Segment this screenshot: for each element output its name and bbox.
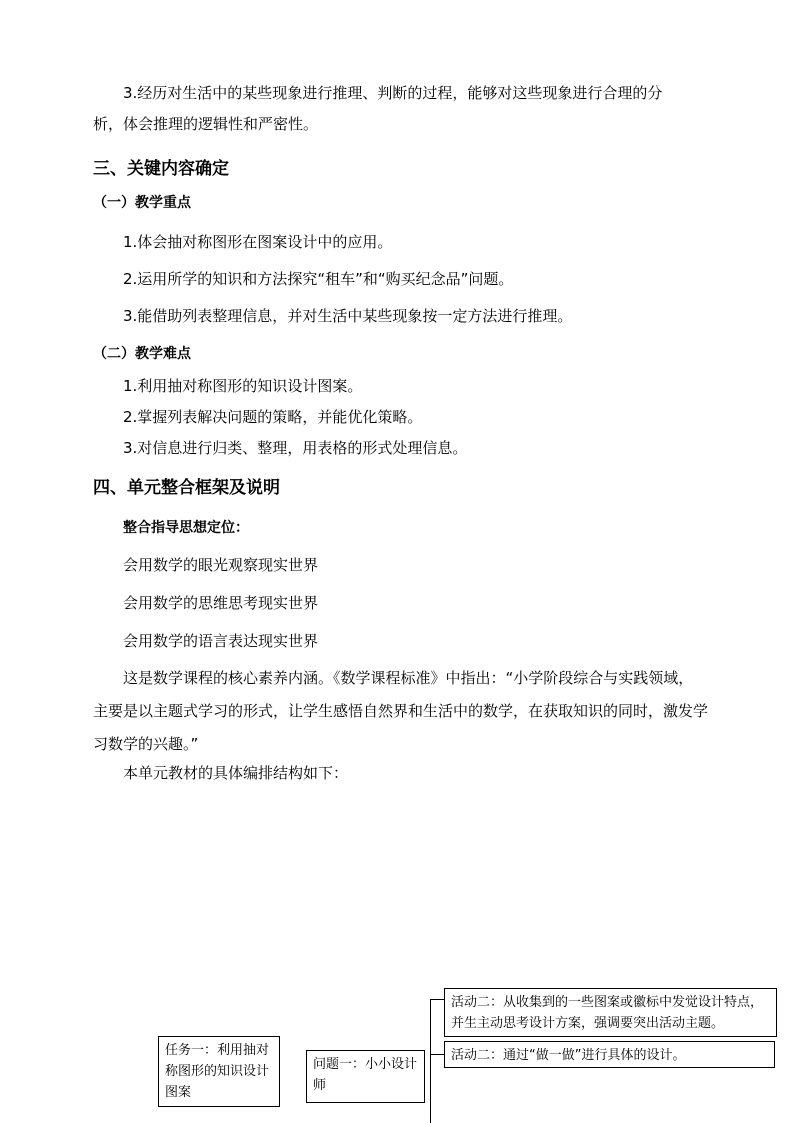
- difficulty-item: 3.对信息进行归类、整理，用表格的形式处理信息。: [123, 439, 468, 457]
- section-3-title: 三、关键内容确定: [93, 159, 229, 179]
- key-point-item: 3.能借助列表整理信息，并对生活中某些现象按一定方法进行推理。: [123, 307, 573, 325]
- activity-do-it-box: 活动二：通过“做一做”进行具体的设计。: [444, 1041, 775, 1068]
- task-1-box: 任务一：利用抽对称图形的知识设计图案: [158, 1036, 280, 1107]
- key-point-item: 1.体会抽对称图形在图案设计中的应用。: [123, 233, 393, 251]
- guide-heading: 整合指导思想定位：: [123, 520, 249, 536]
- bracket-middle-tick: [430, 1054, 444, 1055]
- curriculum-paragraph: 这是数学课程的核心素养内涵。《数学课程标准》中指出：“小学阶段综合与实践领域，主要是以主题式学习的形式，让学生感悟自然界和生活中的数学，在获取知识的同时，激发学习数学的兴趣。”: [93, 669, 709, 753]
- difficulty-item: 1.利用抽对称图形的知识设计图案。: [123, 377, 363, 395]
- goal-item-3-line-2: 析，体会推理的逻辑性和严密性。: [93, 115, 319, 133]
- key-point-item: 2.运用所学的知识和方法探究“租车”和“购买纪念品”问题。: [123, 270, 514, 288]
- bracket-top-tick: [430, 999, 444, 1000]
- problem-1-box: 问题一：小小设计师: [306, 1050, 425, 1103]
- key-points-heading: （一）教学重点: [93, 195, 191, 211]
- section-4-title: 四、单元整合框架及说明: [93, 478, 280, 498]
- goal-item-3-line-1: 3.经历对生活中的某些现象进行推理、判断的过程，能够对这些现象进行合理的分: [123, 84, 663, 102]
- difficulty-item: 2.掌握列表解决问题的策略，并能优化策略。: [123, 408, 423, 426]
- difficulties-heading: （二）教学难点: [93, 346, 191, 362]
- activity-design-features-box: 活动二：从收集到的一些图案或徽标中发觉设计特点，并生主动思考设计方案，强调要突出活动主题。: [444, 988, 777, 1037]
- guide-item: 会用数学的眼光观察现实世界: [123, 556, 319, 574]
- guide-item: 会用数学的思维思考现实世界: [123, 594, 319, 612]
- guide-item: 会用数学的语言表达现实世界: [123, 632, 319, 650]
- bracket-vertical-line: [430, 999, 431, 1123]
- structure-intro: 本单元教材的具体编排结构如下：: [123, 764, 349, 782]
